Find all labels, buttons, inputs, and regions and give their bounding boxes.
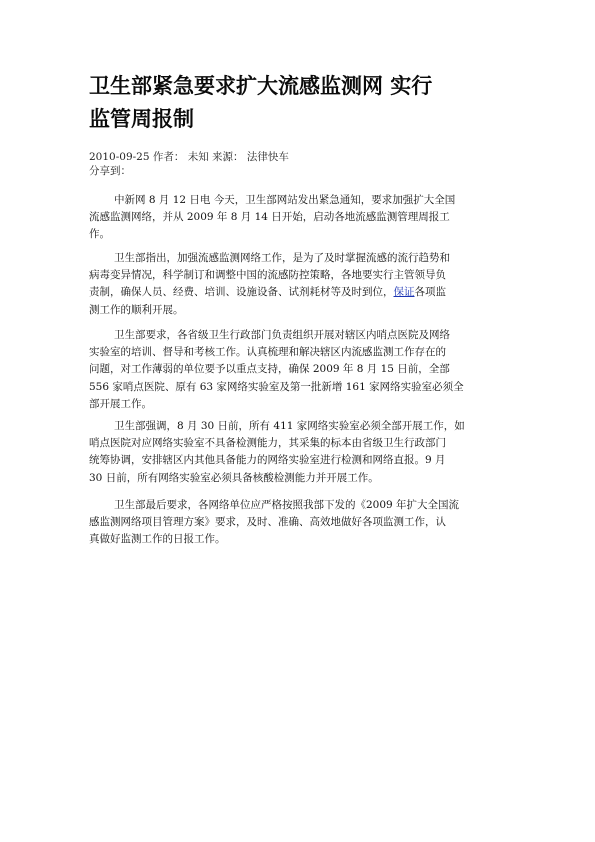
paragraph-line: 卫生部强调，8 月 30 日前，所有 411 家网络实验室必须全部开展工作，如 (114, 420, 465, 432)
paragraph-line: 卫生部指出，加强流感监测网络工作，是为了及时掌握流感的流行趋势和 (114, 252, 450, 264)
paragraph-3 (89, 327, 519, 413)
paragraph-line: 哨点医院对应网络实验室不具备检测能力，其采集的标本由省级卫生行政部门 (89, 437, 446, 450)
paragraph-line: 卫生部要求，各省级卫生行政部门负责组织开展对辖区内哨点医院及网络 (114, 329, 450, 341)
paragraph-line-with-link (89, 284, 519, 301)
paragraph-line: 问题，对工作薄弱的单位要予以重点支持，确保 2009 年 8 月 15 日前，全部 (89, 363, 450, 376)
paragraph-5 (89, 497, 519, 549)
paragraph-line: 30 日前，所有网络实验室必须具备核酸检测能力并开展工作。 (89, 471, 379, 484)
paragraph-line: 感监测网络项目管理方案》要求，及时、准确、高效地做好各项监测工作，认 (89, 516, 446, 529)
paragraph-line: 实验室的培训、督导和考核工作。认真梳理和解决辖区内流感监测工作存在的 (89, 346, 446, 359)
title-line: 监管周报制 (89, 107, 194, 131)
paragraph-line: 中新网 8 月 12 日电 今天，卫生部网站发出紧急通知，要求加强扩大全国 (114, 194, 456, 206)
article-title (89, 70, 519, 136)
paragraph-line: 测工作的顺利开展。 (89, 303, 184, 316)
paragraph-line: 部开展工作。 (89, 397, 152, 410)
title-line: 卫生部紧急要求扩大流感监测网 实行 (89, 74, 433, 98)
paragraph-2 (89, 250, 519, 319)
guarantee-link[interactable]: 保证 (393, 286, 415, 299)
paragraph-line: 556 家哨点医院、原有 63 家网络实验室及第一批新增 161 家网络实验室必须全 (89, 380, 464, 393)
paragraph-1 (89, 192, 519, 244)
paragraph-line: 卫生部最后要求，各网络单位应严格按照我部下发的《2009 年扩大全国流 (114, 499, 460, 511)
share-label: 分享到： (89, 165, 131, 177)
paragraph-line: 病毒变异情况，科学制订和调整中国的流感防控策略，各地要实行主管领导负 (89, 269, 446, 282)
paragraph-text: 责制，确保人员、经费、培训、设施设备、试剂耗材等及时到位， (89, 286, 394, 299)
paragraph-line: 真做好监测工作的日报工作。 (89, 533, 226, 546)
paragraph-text: 各项监 (414, 286, 446, 299)
paragraph-line: 流感监测网络，并从 2009 年 8 月 14 日开始，启动各地流感监测管理周报工 (89, 211, 450, 224)
article-meta: 2010-09-25 作者： 未知 来源： 法律快车 (89, 151, 289, 163)
paragraph-line: 作。 (89, 228, 110, 241)
paragraph-4 (89, 418, 519, 487)
paragraph-line: 统筹协调，安排辖区内其他具备能力的网络实验室进行检测和网络直报。9 月 (89, 454, 446, 467)
